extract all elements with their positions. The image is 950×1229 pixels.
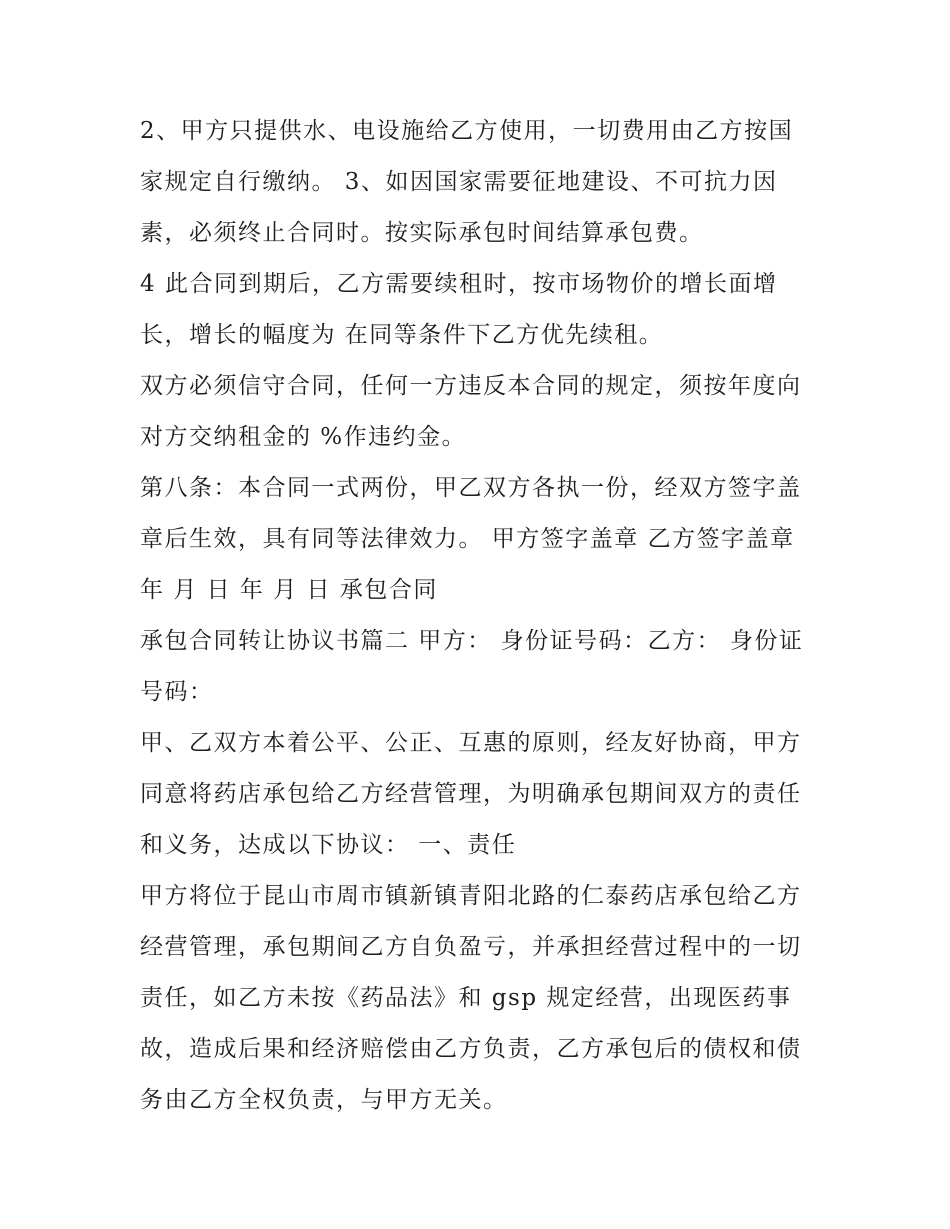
text-line: 对方交纳租金的 %作违约金。 (140, 424, 467, 450)
document-body (140, 106, 830, 1126)
text-line: 章后生效，具有同等法律效力。 甲方签字盖章 乙方签字盖章 (140, 526, 795, 552)
text-line: 4 此合同到期后，乙方需要续租时，按市场物价的增长面增 (140, 271, 778, 297)
text-line: 甲方将位于昆山市周市镇新镇青阳北路的仁泰药店承包给乙方 (140, 883, 802, 909)
text-line: 家规定自行缴纳。 3、如因国家需要征地建设、不可抗力因 (140, 169, 778, 195)
text-line: 故，造成后果和经济赔偿由乙方负责，乙方承包后的债权和债 (140, 1036, 802, 1062)
text-line: 长，增长的幅度为 在同等条件下乙方优先续租。 (140, 322, 664, 348)
text-line: 和义务，达成以下协议： 一、责任 (140, 832, 517, 858)
text-line: 甲、乙双方本着公平、公正、互惠的原则，经友好协商，甲方 (140, 730, 802, 756)
text-line: 号码： (140, 679, 214, 705)
text-line: 2、甲方只提供水、电设施给乙方使用，一切费用由乙方按国 (140, 118, 794, 144)
text-line: 同意将药店承包给乙方经营管理，为明确承包期间双方的责任 (140, 781, 802, 807)
text-line: 经营管理，承包期间乙方自负盈亏，并承担经营过程中的一切 (140, 934, 802, 960)
text-line: 务由乙方全权负责，与甲方无关。 (140, 1087, 508, 1113)
text-line: 素，必须终止合同时。按实际承包时间结算承包费。 (140, 220, 704, 246)
text-line: 责任，如乙方未按《药品法》和 gsp 规定经营，出现医药事 (140, 985, 792, 1011)
text-line: 年 月 日 年 月 日 承包合同 (140, 577, 438, 603)
text-line: 双方必须信守合同，任何一方违反本合同的规定，须按年度向 (140, 373, 802, 399)
text-line: 承包合同转让协议书篇二 甲方： 身份证号码：乙方： 身份证 (140, 628, 804, 654)
text-line: 第八条：本合同一式两份，甲乙双方各执一份，经双方签字盖 (140, 475, 802, 501)
